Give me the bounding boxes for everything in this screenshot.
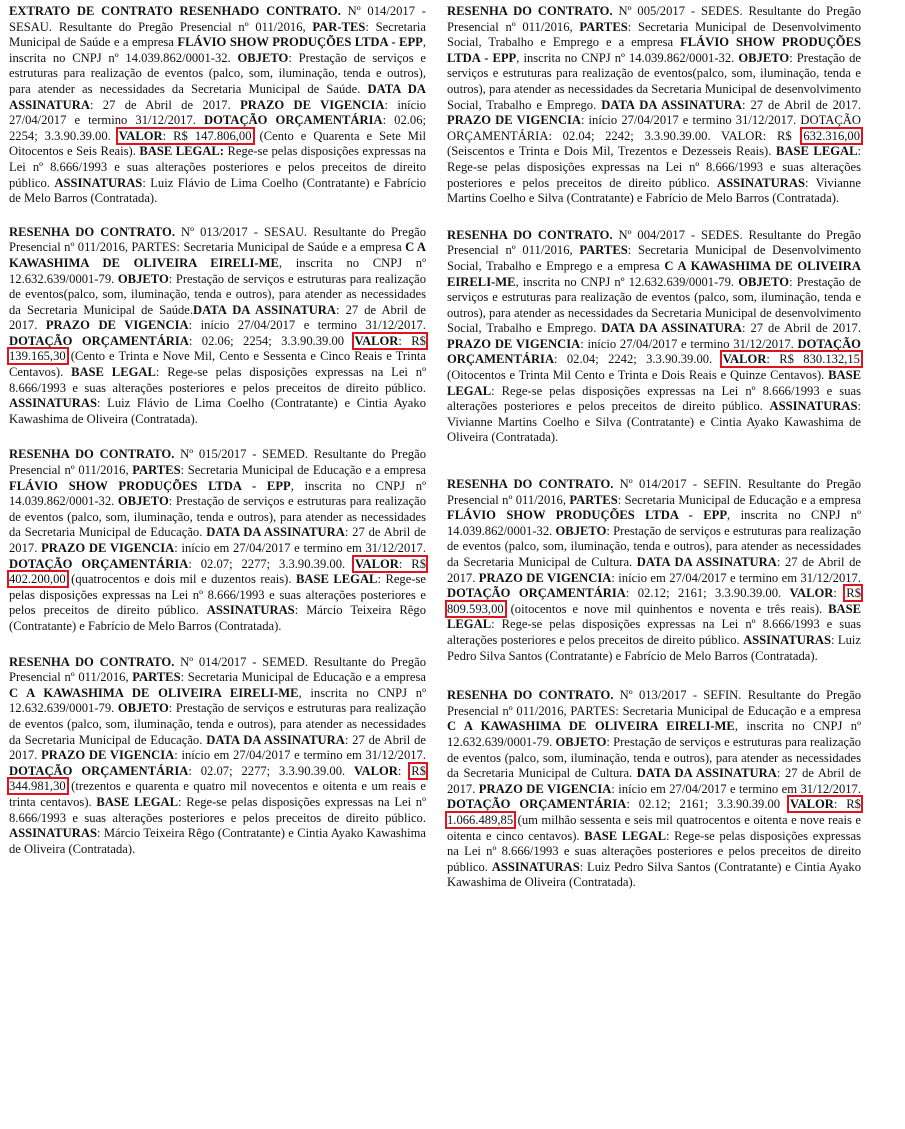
entry-heading: EXTRATO DE CONTRATO RESENHADO CONTRATO. [9, 4, 341, 18]
left-column [9, 4, 426, 857]
entry-heading: RESENHA DO CONTRATO. [9, 224, 175, 239]
contract-entry: RESENHA DO CONTRATO. Nº 014/2017 - SEMED. Resultante do Pregão Presencial nº 011/2016, PARTES: Secretaria Municipal de Educação e a empresa C A KAWASHIMA DE OLIVEIRA EIRELI-ME, inscrita no CNPJ nº 12.632.639/0001-79. OBJETO: Prestação de serviços e estruturas para realização de eventos (palco, som, iluminação, tenda e outros), para atender as necessidades da Secretaria Municipal de Educação. DATA DA ASSINATURA: 27 de Abril de 2017. PRAZO DE VIGENCIA: início em 27/04/2017 e termino em 31/12/2017. DOTAÇÃO ORÇAMENTÁRIA: 02.07; 2277; 3.3.90.39.00. VALOR: R$ 344.981,30 (trezentos e quarenta e quatro mil novecentos e oitenta e um reais e trinta centavos). BASE LEGAL: Rege-se pelas disposições expressas na Lei nº 8.666/1993 e suas alterações posteriores e pelos preceitos de direito público. ASSINATURAS: Márcio Teixeira Rêgo (Contratante) e Cintia Ayako Kawashima de Oliveira (Contratada). [9, 654, 426, 856]
highlighted-value: 632.316,00 [803, 128, 860, 143]
highlighted-value: VALOR: R$ 402.200,00 [9, 556, 426, 587]
contract-entry: RESENHA DO CONTRATO. Nº 005/2017 - SEDES. Resultante do Pregão Presencial nº 011/2016, PARTES: Secretaria Municipal de Desenvolvimento Social, Trabalho e Emprego e a empresa FLÁVIO SHOW PRODUÇÕES LTDA - EPP, inscrita no CNPJ nº 14.039.862/0001-32. OBJETO: Prestação de serviços e estruturas para realização de eventos(palco, som, iluminação, tenda e outros), para atender as necessidades da Secretaria Municipal de desenvolvimento Social, Trabalho e Emprego. DATA DA ASSINATURA: 27 de Abril de 2017. PRAZO DE VIGENCIA: início 27/04/2017 e termino 31/12/2017. DOTAÇÃO ORÇAMENTÁRIA: 02.04; 2242; 3.3.90.39.00. VALOR: R$ 632.316,00 (Seiscentos e Trinta e Dois Mil, Trezentos e Dezesseis Reais). BASE LEGAL: Rege-se pelas disposições expressas na Lei nº 8.666/1993 e suas alterações posteriores e pelos preceitos de direito público. ASSINATURAS: Vivianne Martins Coelho e Silva (Contratante) e Fabrício de Melo Barros (Contratada). [447, 4, 862, 206]
company-name: FLÁVIO SHOW PRODUÇÕES LTDA - EPP [9, 478, 291, 493]
entry-heading: RESENHA DO CONTRATO. [447, 4, 613, 18]
contract-entry: RESENHA DO CONTRATO. Nº 004/2017 - SEDES. Resultante do Pregão Presencial nº 011/2016, PARTES: Secretaria Municipal de Desenvolvimento Social, Trabalho e Emprego e a empresa C A KAWASHIMA DE OLIVEIRA EIRELI-ME, inscrita no CNPJ nº 12.632.639/0001-79. OBJETO: Prestação de serviços e estruturas para realização de eventos (palco, som, iluminação, tenda e outros), para atender as necessidades da Secretaria Municipal de desenvolvimento Social, Trabalho e Emprego. DATA DA ASSINATURA: 27 de Abril de 2017. PRAZO DE VIGENCIA: início 27/04/2017 e termino 31/12/2017. DOTAÇÃO ORÇAMENTÁRIA: 02.04; 2242; 3.3.90.39.00. VALOR: R$ 830.132,15 (Oitocentos e Trinta Mil Cento e Trinta e Dois Reais e Quinze Centavos). BASE LEGAL: Rege-se pelas disposições expressas na Lei nº 8.666/1993 e suas alterações posteriores e pelos preceitos de direito público. ASSINATURAS: Vivianne Martins Coelho e Silva (Contratante) e Cintia Ayako Kawashima de Oliveira (Contratada). [447, 227, 861, 445]
highlighted-value: VALOR: R$ 139.165,30 [9, 333, 426, 364]
highlighted-value: R$ 344.981,30 [9, 763, 426, 794]
entry-heading: RESENHA DO CONTRATO. [9, 447, 175, 462]
company-name: FLÁVIO SHOW PRODUÇÕES LTDA - EPP [447, 508, 728, 523]
entry-heading: RESENHA DO CONTRATO. [447, 688, 614, 703]
company-name: C A KAWASHIMA DE OLIVEIRA EIRELI-ME [9, 240, 426, 270]
contract-entry: RESENHA DO CONTRATO. Nº 015/2017 - SEMED. Resultante do Pregão Presencial nº 011/2016, PARTES: Secretaria Municipal de Educação e a empresa FLÁVIO SHOW PRODUÇÕES LTDA - EPP, inscrita no CNPJ nº 14.039.862/0001-32. OBJETO: Prestação de serviços e estruturas para realização de eventos (palco, som, iluminação, tenda e outros), para atender as necessidades da Secretaria Municipal de Educação. DATA DA ASSINATURA: 27 de Abril de 2017. PRAZO DE VIGENCIA: início em 27/04/2017 e termino em 31/12/2017. DOTAÇÃO ORÇAMENTÁRIA: 02.07; 2277; 3.3.90.39.00. VALOR: R$ 402.200,00 (quatrocentos e dois mil e duzentos reais). BASE LEGAL: Rege-se pelas disposições expressas na Lei nº 8.666/1993 e suas alterações posteriores e pelos preceitos de direito público. ASSINATURAS: Márcio Teixeira Rêgo (Contratante) e Fabrício de Melo Barros (Contratada). [9, 447, 427, 633]
right-column [447, 4, 861, 891]
company-name: C A KAWASHIMA DE OLIVEIRA EIRELI-ME [447, 719, 735, 734]
highlighted-value: VALOR: R$ 1.066.489,85 [447, 797, 861, 827]
contract-entry: RESENHA DO CONTRATO. Nº 013/2017 - SEFIN. Resultante do Pregão Presencial nº 011/2016, PARTES: Secretaria Municipal de Educação e a empresa C A KAWASHIMA DE OLIVEIRA EIRELI-ME, inscrita no CNPJ nº 12.632.639/0001-79. OBJETO: Prestação de serviços e estruturas para realização de eventos (palco, som, iluminação, tenda e outros), para atender as necessidades da Secretaria Municipal de Cultura. DATA DA ASSINATURA: 27 de Abril de 2017. PRAZO DE VIGENCIA: início em 27/04/2017 e termino em 31/12/2017. DOTAÇÃO ORÇAMENTÁRIA: 02.12; 2161; 3.3.90.39.00 VALOR: R$ 1.066.489,85 (um milhão sessenta e seis mil quatrocentos e oitenta e nove reais e oitenta e cinco centavos). BASE LEGAL: Rege-se pelas disposições expressas na Lei nº 8.666/1993 e suas alterações posteriores e pelos preceitos de direito público. ASSINATURAS: Luiz Pedro Silva Santos (Contratante) e Cintia Ayako Kawashima de Oliveira (Contratada). [447, 688, 862, 890]
entry-heading: RESENHA DO CONTRATO. [9, 654, 175, 669]
contract-entry: EXTRATO DE CONTRATO RESENHADO CONTRATO. Nº 014/2017 - SESAU. Resultante do Pregão Presencial nº 011/2016, PAR-TES: Secretaria Municipal de Saúde e a empresa FLÁVIO SHOW PRODUÇÕES LTDA - EPP, inscrita no CNPJ nº 14.039.862/0001-32. OBJETO: Prestação de serviços e estruturas para realização de eventos (palco, som, iluminação, tenda e outros), para atender as necessidades da Secretaria Municipal de Saúde. DATA DA ASSINATURA: 27 de Abril de 2017. PRAZO DE VIGENCIA: início 27/04/2017 e termino 31/12/2017. DOTAÇÃO ORÇAMENTÁRIA: 02.06; 2254; 3.3.90.39.00. VALOR: R$ 147.806,00 (Cento e Quarenta e Sete Mil Oitocentos e Seis Reais). BASE LEGAL: Rege-se pelas disposições expressas na Lei nº 8.666/1993 e suas alterações posteriores e pelos preceitos de direito público. ASSINATURAS: Luiz Flávio de Lima Coelho (Contratante) e Fabrício de Melo Barros (Contratada). [9, 4, 427, 206]
company-name: FLÁVIO SHOW PRODUÇÕES LTDA - EPP [447, 35, 861, 65]
company-name: FLÁVIO SHOW PRODUÇÕES LTDA - EPP [177, 35, 423, 50]
contract-entry: RESENHA DO CONTRATO. Nº 014/2017 - SEFIN. Resultante do Pregão Presencial nº 011/2016, PARTES: Secretaria Municipal de Educação e a empresa FLÁVIO SHOW PRODUÇÕES LTDA - EPP, inscrita no CNPJ nº 14.039.862/0001-32. OBJETO: Prestação de serviços e estruturas para realização de eventos (palco, som, iluminação, tenda e outros), para atender as necessidades da Secretaria Municipal de Cultura. DATA DA ASSINATURA: 27 de Abril de 2017. PRAZO DE VIGENCIA: início em 27/04/2017 e termino em 31/12/2017. DOTAÇÃO ORÇAMENTÁRIA: 02.12; 2161; 3.3.90.39.00. VALOR: R$ 809.593,00 (oitocentos e nove mil quinhentos e noventa e três reais). BASE LEGAL: Rege-se pelas disposições expressas na Lei nº 8.666/1993 e suas alterações posteriores e pelos preceitos de direito público. ASSINATURAS: Luiz Pedro Silva Santos (Contratante) e Fabrício de Melo Barros (Contratada). [447, 477, 861, 663]
highlighted-value: VALOR: R$ 147.806,00 [118, 128, 252, 143]
highlighted-value: VALOR: R$ 830.132,15 [722, 352, 860, 367]
contract-entry: RESENHA DO CONTRATO. Nº 013/2017 - SESAU. Resultante do Pregão Presencial nº 011/2016, PARTES: Secretaria Municipal de Saúde e a empresa C A KAWASHIMA DE OLIVEIRA EIRELI-ME, inscrita no CNPJ nº 12.632.639/0001-79. OBJETO: Prestação de serviços e estruturas para realização de eventos(palco, som, iluminação, tenda e outros), para atender as necessidades da Secretaria Municipal de Saúde.DATA DA ASSINATURA: 27 de Abril de 2017. PRAZO DE VIGENCIA: início 27/04/2017 e termino 31/12/2017. DOTAÇÃO ORÇAMENTÁRIA: 02.06; 2254; 3.3.90.39.00 VALOR: R$ 139.165,30 (Cento e Trinta e Nove Mil, Cento e Sessenta e Cinco Reais e Trinta Centavos). BASE LEGAL: Rege-se pelas disposições expressas na Lei nº 8.666/1993 e suas alterações posteriores e pelos preceitos de direito público. ASSINATURAS: Luiz Flávio de Lima Coelho (Contratante) e Cintia Ayako Kawashima de Oliveira (Contratada). [9, 224, 427, 426]
entry-heading: RESENHA DO CONTRATO. [447, 477, 614, 492]
company-name: C A KAWASHIMA DE OLIVEIRA EIRELI-ME [9, 685, 299, 700]
entry-heading: RESENHA DO CONTRATO. [447, 227, 613, 242]
highlighted-value: R$ 809.593,00 [447, 586, 861, 616]
company-name: C A KAWASHIMA DE OLIVEIRA EIRELI-ME [447, 258, 861, 289]
